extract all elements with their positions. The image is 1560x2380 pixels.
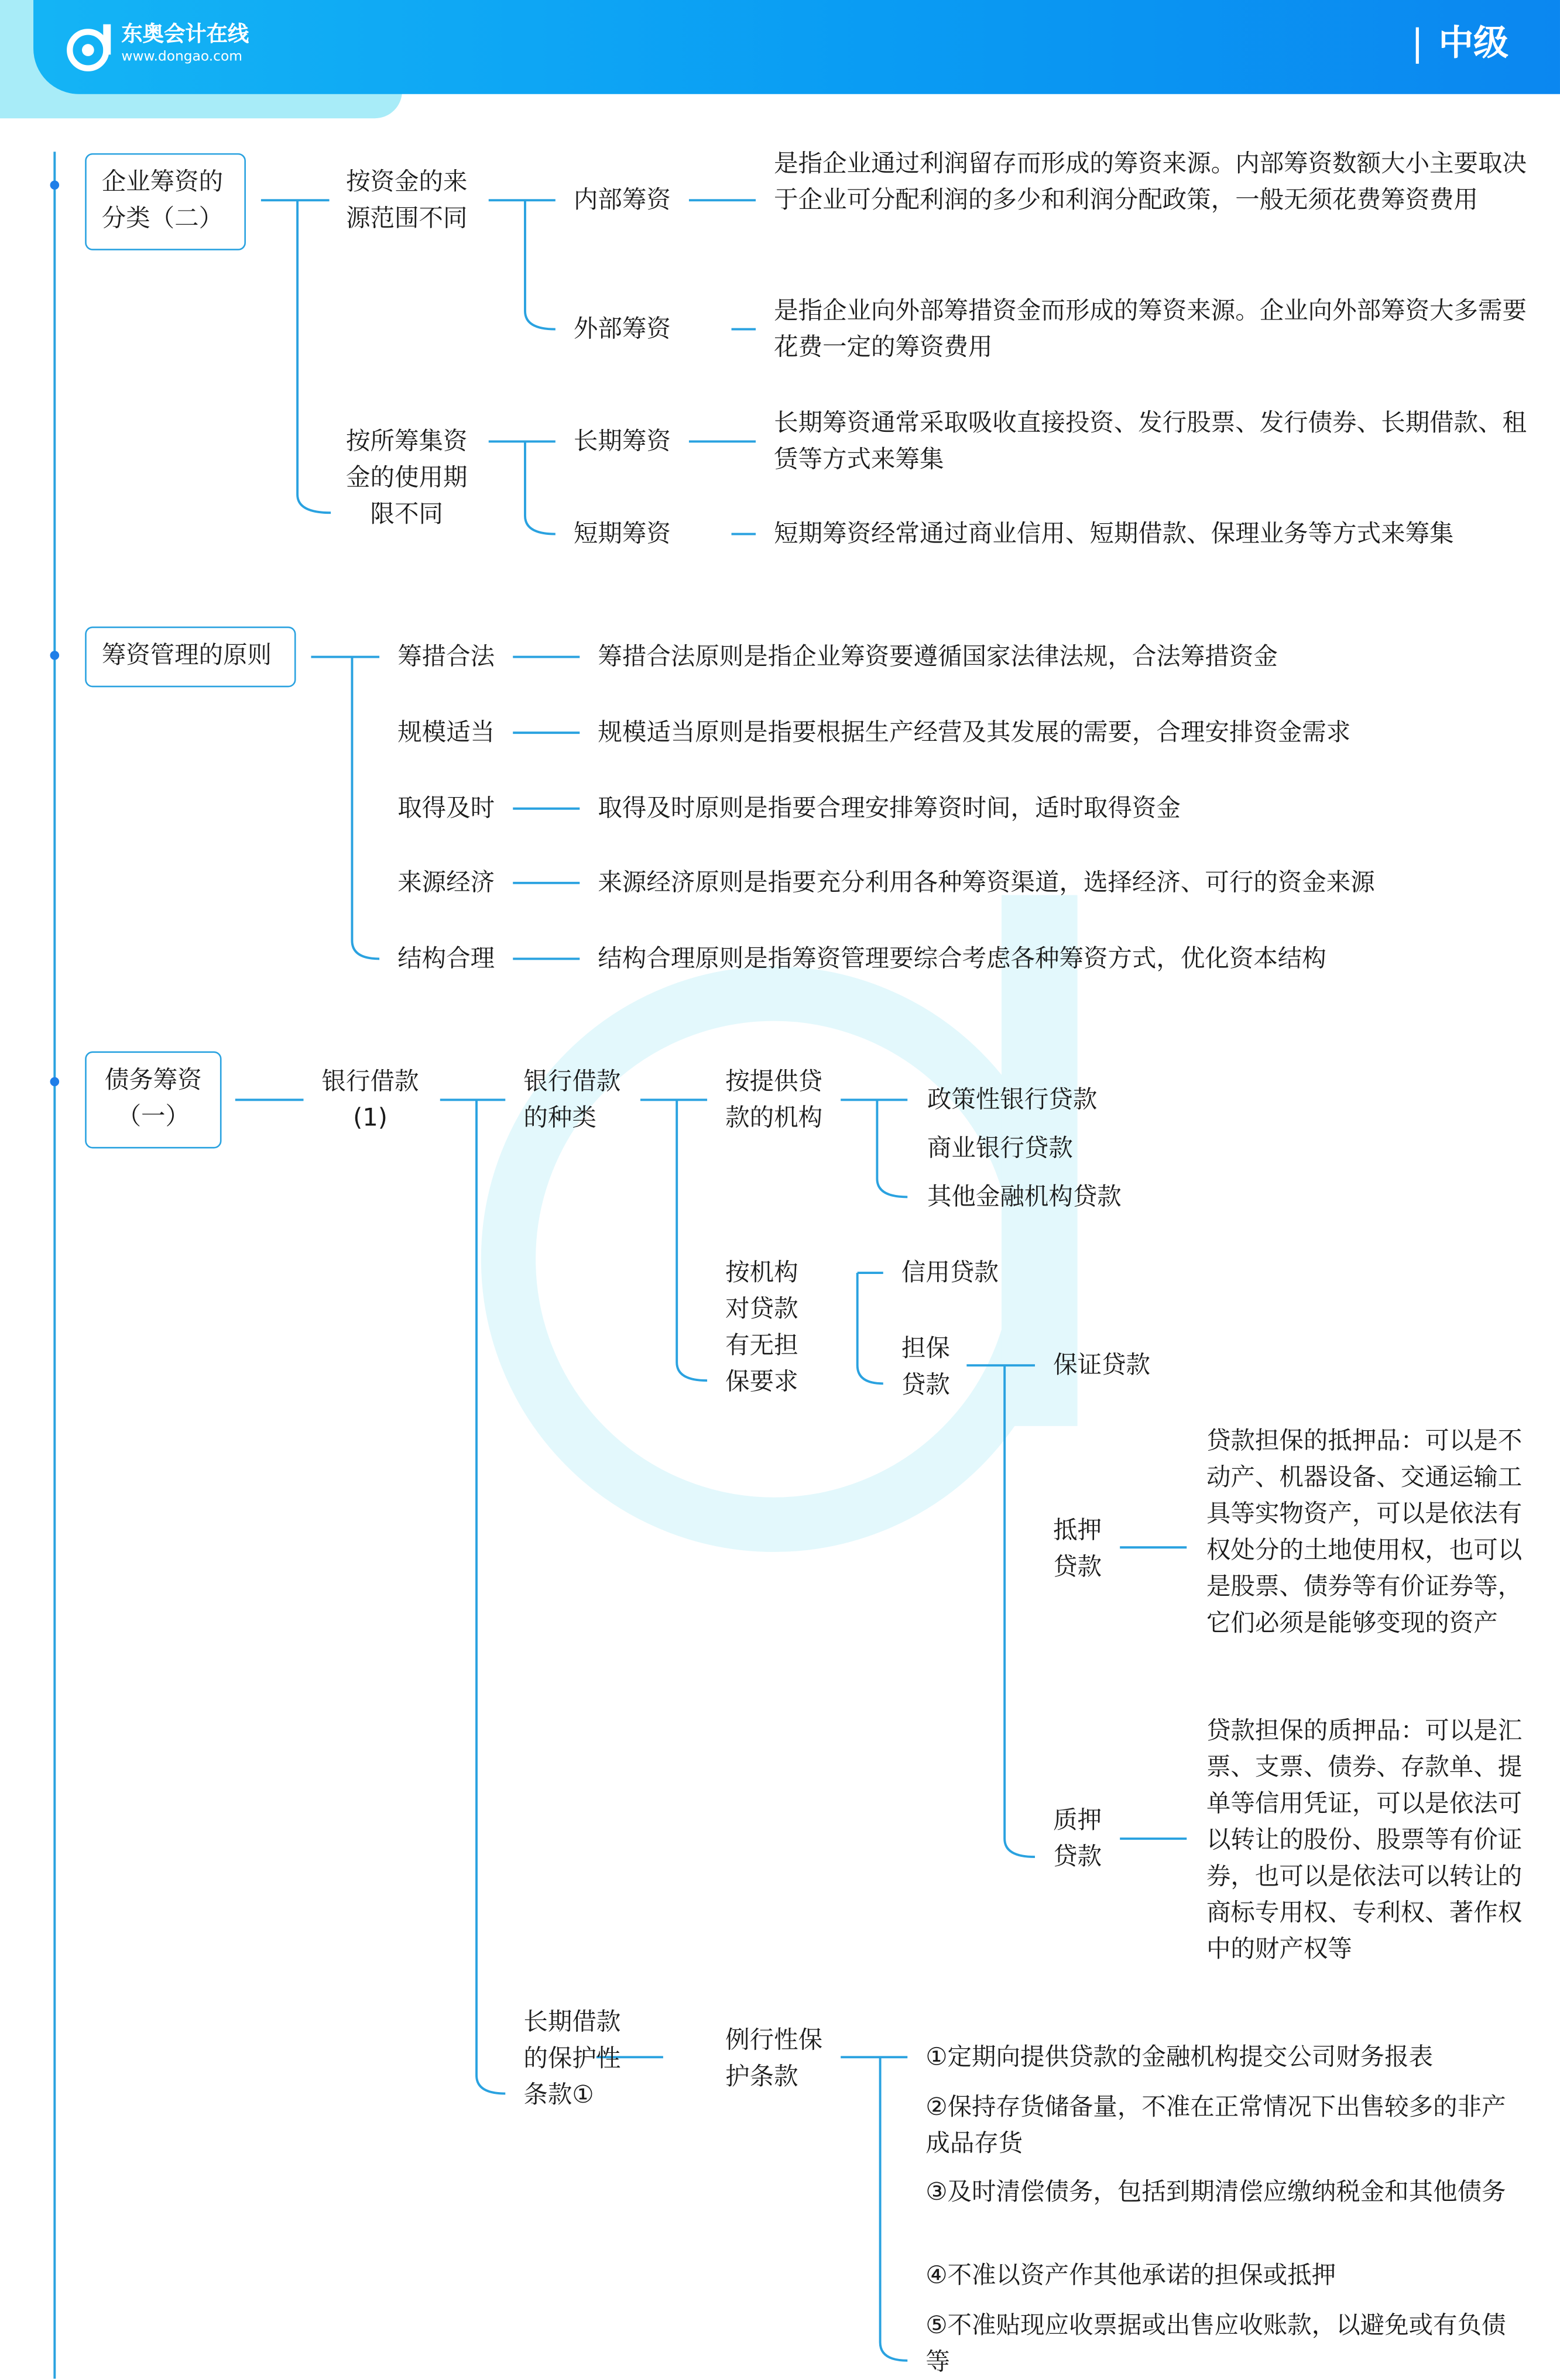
clause-item: ①定期向提供贷款的金融机构提交公司财务报表 <box>925 2042 1434 2071</box>
node-principle[interactable]: 筹措合法 <box>397 641 495 671</box>
desc-principle: 筹措合法原则是指企业筹资要遵循国家法律法规，合法筹措资金 <box>598 641 1278 671</box>
node-by-institution[interactable]: 按提供贷款的机构 <box>725 1066 823 1132</box>
node-by-term[interactable]: 按所筹集资金的使用期限不同 <box>346 426 468 528</box>
desc-long-term: 长期筹资通常采取吸收直接投资、发行股票、发行债券、长期借款、租赁等方式来筹集 <box>774 408 1527 473</box>
node-external[interactable]: 外部筹资 <box>573 314 671 343</box>
level-label: 中级 <box>1438 24 1508 64</box>
node-long-term[interactable]: 长期筹资 <box>573 426 671 455</box>
node-by-guarantee[interactable]: 按机构对贷款有无担保要求 <box>725 1258 798 1396</box>
node-bank-loan[interactable]: 银行借款(1) <box>321 1066 419 1132</box>
node-secured-loan[interactable]: 担保贷款 <box>901 1333 950 1399</box>
desc-principle: 结构合理原则是指筹资管理要综合考虑各种筹资方式，优化资本结构 <box>598 943 1326 973</box>
topic-label: 筹资管理的原则 <box>101 640 272 669</box>
node-principle[interactable]: 规模适当 <box>397 717 495 747</box>
node-mortgage-loan[interactable]: 抵押贷款 <box>1053 1515 1102 1581</box>
node-other-institution-loan[interactable]: 其他金融机构贷款 <box>927 1182 1122 1211</box>
node-policy-bank-loan[interactable]: 政策性银行贷款 <box>927 1084 1098 1114</box>
node-loan-types[interactable]: 银行借款的种类 <box>523 1066 621 1132</box>
clause-item: ⑤不准贴现应收票据或出售应收账款，以避免或有负债等 <box>925 2310 1506 2376</box>
topic-label: 企业筹资的分类（二） <box>101 167 224 232</box>
desc-external: 是指企业向外部筹措资金而形成的筹资来源。企业向外部筹资大多需要花费一定的筹资费用 <box>774 296 1527 361</box>
topic-financing-classification[interactable] <box>85 153 246 250</box>
node-protective-clauses[interactable]: 长期借款的保护性条款① <box>523 2007 621 2109</box>
node-routine-clauses[interactable]: 例行性保护条款 <box>725 2025 823 2091</box>
node-pledge-loan[interactable]: 质押贷款 <box>1053 1805 1102 1871</box>
desc-short-term: 短期筹资经常通过商业信用、短期借款、保理业务等方式来筹集 <box>774 518 1454 548</box>
node-commercial-bank-loan[interactable]: 商业银行贷款 <box>927 1133 1073 1162</box>
desc-principle: 来源经济原则是指要充分利用各种筹资渠道，选择经济、可行的资金来源 <box>598 867 1375 897</box>
section-marker-dot <box>50 180 60 190</box>
node-guarantee-loan[interactable]: 保证贷款 <box>1053 1350 1151 1379</box>
section-marker-dot <box>50 651 60 660</box>
node-internal[interactable]: 内部筹资 <box>573 185 671 214</box>
desc-principle: 规模适当原则是指要根据生产经营及其发展的需要，合理安排资金需求 <box>598 717 1351 747</box>
topic-debt-financing[interactable] <box>85 1052 221 1149</box>
section-marker-dot <box>50 1077 60 1087</box>
clause-item: ④不准以资产作其他承诺的担保或抵押 <box>925 2260 1336 2289</box>
brand-name: 东奥会计在线 <box>121 22 249 47</box>
brand-url: www.dongao.com <box>121 50 243 66</box>
desc-mortgage-loan: 贷款担保的抵押品：可以是不动产、机器设备、交通运输工具等实物资产，可以是依法有权处分的土地使用权，也可以是股票、债券等有价证券等，它们必须是能够变现的资产 <box>1206 1426 1523 1637</box>
node-short-term[interactable]: 短期筹资 <box>573 518 671 548</box>
topic-label: 债务筹资（一） <box>104 1064 202 1131</box>
node-principle[interactable]: 来源经济 <box>397 867 495 897</box>
node-credit-loan[interactable]: 信用贷款 <box>901 1258 999 1287</box>
clause-item: ③及时清偿债务，包括到期清偿应缴纳税金和其他债务 <box>925 2177 1506 2206</box>
desc-pledge-loan: 贷款担保的质押品：可以是汇票、支票、债券、存款单、提单等信用凭证，可以是依法可以转让的股份、股票等有价证券，也可以是依法可以转让的商标专用权、专利权、著作权中的财产权等 <box>1206 1716 1523 1963</box>
node-by-source[interactable]: 按资金的来源范围不同 <box>346 167 468 232</box>
node-principle[interactable]: 结构合理 <box>397 943 495 973</box>
node-principle[interactable]: 取得及时 <box>397 793 495 823</box>
topic-financing-principles[interactable] <box>85 627 296 688</box>
desc-principle: 取得及时原则是指要合理安排筹资时间，适时取得资金 <box>598 793 1181 823</box>
desc-internal: 是指企业通过利润留存而形成的筹资来源。内部筹资数额大小主要取决于企业可分配利润的多少和利润分配政策，一般无须花费筹资费用 <box>774 149 1527 214</box>
clause-item: ②保持存货储备量，不准在正常情况下出售较多的非产成品存货 <box>925 2091 1506 2158</box>
